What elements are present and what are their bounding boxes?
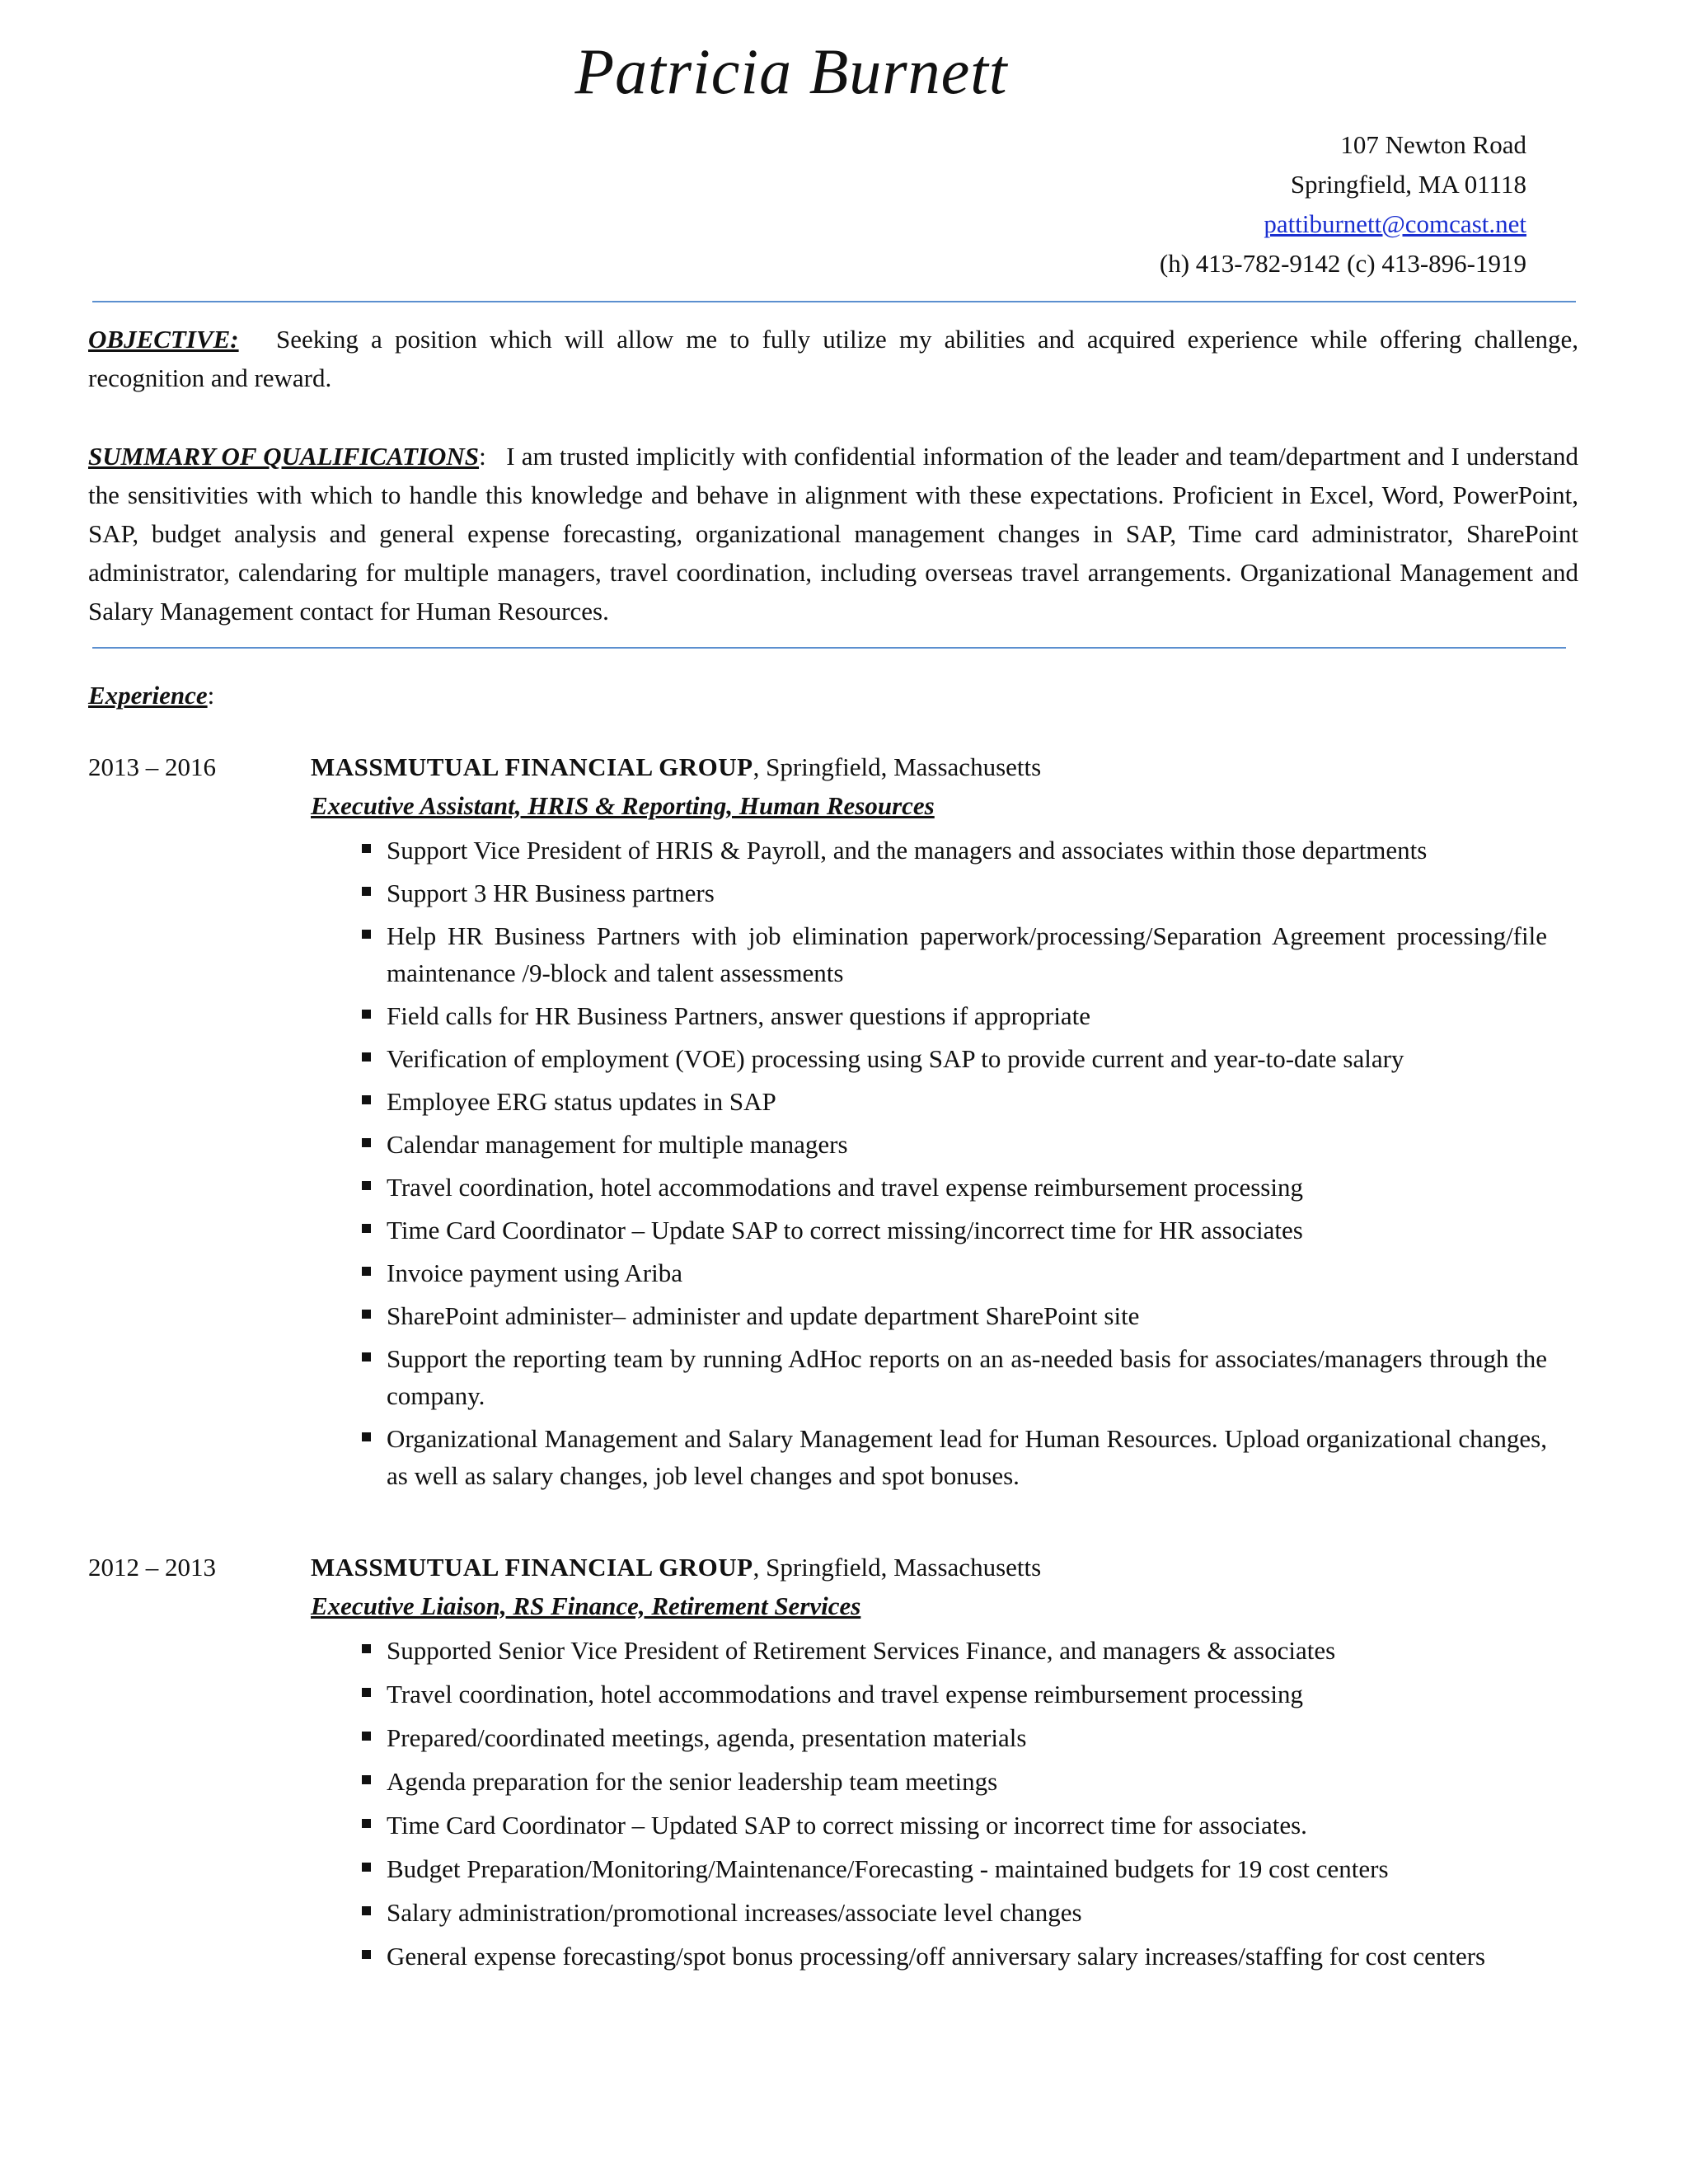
job-bullet-list [360,832,1547,1494]
bullet-text: Supported Senior Vice President of Retirement Services Finance, and managers & associates [387,1636,1336,1665]
objective-heading: OBJECTIVE: [88,325,239,354]
list-item [360,832,1547,869]
list-item [360,1040,1547,1077]
list-item [360,1894,1547,1931]
list-item [360,1850,1547,1887]
address-city: Springfield, MA 01118 [1290,170,1526,199]
bullet-square-icon [362,1352,371,1361]
list-item [360,917,1547,991]
list-item [360,1340,1547,1414]
company-name: MASSMUTUAL FINANCIAL GROUP [311,752,753,781]
list-item [360,1675,1547,1713]
bullet-square-icon [362,1775,371,1784]
bullet-square-icon [362,1052,371,1062]
bullet-text: Prepared/coordinated meetings, agenda, presentation materials [387,1723,1027,1752]
bullet-square-icon [362,1644,371,1653]
list-item [360,997,1547,1034]
experience-heading-block [88,676,214,715]
job-dates: 2013 – 2016 [88,752,216,781]
objective-text: Seeking a position which will allow me to fully utilize my abilities and acquired experience while offering challenge, recognition and reward. [88,325,1579,392]
email-link[interactable]: pattiburnett@comcast.net [1264,209,1526,238]
bullet-text: Employee ERG status updates in SAP [387,1087,776,1116]
list-item [360,1420,1547,1494]
bullet-text: Support the reporting team by running AdHoc reports on an as-needed basis for associates/managers through the company. [387,1344,1547,1410]
summary-colon: : [479,442,486,471]
list-item [360,874,1547,912]
company-location: , Springfield, Massachusetts [753,752,1042,781]
job-dates: 2012 – 2013 [88,1553,216,1582]
list-item [360,1212,1547,1249]
list-item [360,1083,1547,1120]
job-company [311,1548,1041,1586]
bullet-square-icon [362,930,371,939]
bullet-text: Field calls for HR Business Partners, answer questions if appropriate [387,1001,1091,1030]
bullet-square-icon [362,1267,371,1276]
list-item [360,1807,1547,1844]
bullet-text: Travel coordination, hotel accommodations and travel expense reimbursement processing [387,1173,1303,1202]
bullet-square-icon [362,1138,371,1147]
job-title: Executive Liaison, RS Finance, Retirement Services [311,1591,861,1620]
objective-section [88,320,1578,397]
summary-heading: SUMMARY OF QUALIFICATIONS [88,442,480,471]
contact-block [1160,125,1526,284]
bullet-text: Time Card Coordinator – Updated SAP to correct missing or incorrect time for associates. [387,1811,1307,1840]
list-item [360,1297,1547,1334]
list-item [360,1763,1547,1800]
bullet-square-icon [362,1863,371,1872]
job-bullet-list [360,1632,1547,1975]
bullet-text: Invoice payment using Ariba [387,1258,682,1287]
summary-section [88,437,1578,630]
bullet-square-icon [362,1181,371,1190]
bullet-text: Agenda preparation for the senior leadership team meetings [387,1767,998,1796]
bullet-square-icon [362,1224,371,1233]
bullet-square-icon [362,1310,371,1319]
bullet-text: Calendar management for multiple managers [387,1130,848,1159]
bullet-square-icon [362,1432,371,1441]
summary-text: I am trusted implicitly with confidential information of the leader and team/department and I understand the sensitivities with which to handle this knowledge and behave in alignment with these expectations. Proficient in Excel, Word, PowerPoint, SAP, budget analysis and general expense forecasting, organizational management changes in SAP, Time card administrator, SharePoint administrator, calendaring for multiple managers, travel coordination, including overseas travel arrangements. Organizational Management and Salary Management contact for Human Resources. [88,442,1578,626]
bullet-text: Travel coordination, hotel accommodations and travel expense reimbursement processing [387,1680,1303,1708]
candidate-name: Patricia Burnett [574,35,1008,107]
bullet-text: Support Vice President of HRIS & Payroll, and the managers and associates within those departments [387,836,1428,865]
bullet-text: Budget Preparation/Monitoring/Maintenance/Forecasting - maintained budgets for 19 cost centers [387,1854,1389,1883]
list-item [360,1126,1547,1163]
bullet-square-icon [362,887,371,896]
bullet-text: Time Card Coordinator – Update SAP to correct missing/incorrect time for HR associates [387,1216,1303,1244]
phone-numbers: (h) 413-782-9142 (c) 413-896-1919 [1159,249,1526,278]
company-location: , Springfield, Massachusetts [753,1553,1042,1582]
list-item [360,1169,1547,1206]
job-company [311,748,1041,786]
bullet-square-icon [362,1906,371,1915]
divider-middle [92,647,1566,649]
bullet-square-icon [362,844,371,853]
bullet-square-icon [362,1010,371,1019]
bullet-text: Salary administration/promotional increases/associate level changes [387,1898,1082,1927]
bullet-text: Verification of employment (VOE) processing using SAP to provide current and year-to-date salary [387,1044,1404,1073]
bullet-text: Support 3 HR Business partners [387,879,715,907]
bullet-square-icon [362,1095,371,1104]
bullet-text: Help HR Business Partners with job elimination paperwork/processing/Separation Agreement processing/file maintenance /9-block and talent assessments [387,921,1547,987]
bullet-square-icon [362,1950,371,1959]
bullet-square-icon [362,1732,371,1741]
list-item [360,1254,1547,1291]
bullet-text: Organizational Management and Salary Management lead for Human Resources. Upload organizational changes, as well as salary changes, job level changes and spot bonuses. [387,1424,1547,1490]
address-street: 107 Newton Road [1340,130,1526,159]
list-item [360,1632,1547,1669]
list-item [360,1938,1547,1975]
experience-heading: Experience [88,681,208,710]
experience-colon: : [207,681,215,710]
bullet-square-icon [362,1819,371,1828]
bullet-square-icon [362,1688,371,1697]
bullet-text: General expense forecasting/spot bonus processing/off anniversary salary increases/staffing for cost centers [387,1942,1486,1971]
divider-top [92,301,1576,302]
list-item [360,1719,1547,1756]
job-title: Executive Assistant, HRIS & Reporting, Human Resources [311,791,935,820]
company-name: MASSMUTUAL FINANCIAL GROUP [311,1553,753,1582]
bullet-text: SharePoint administer– administer and update department SharePoint site [387,1301,1140,1330]
